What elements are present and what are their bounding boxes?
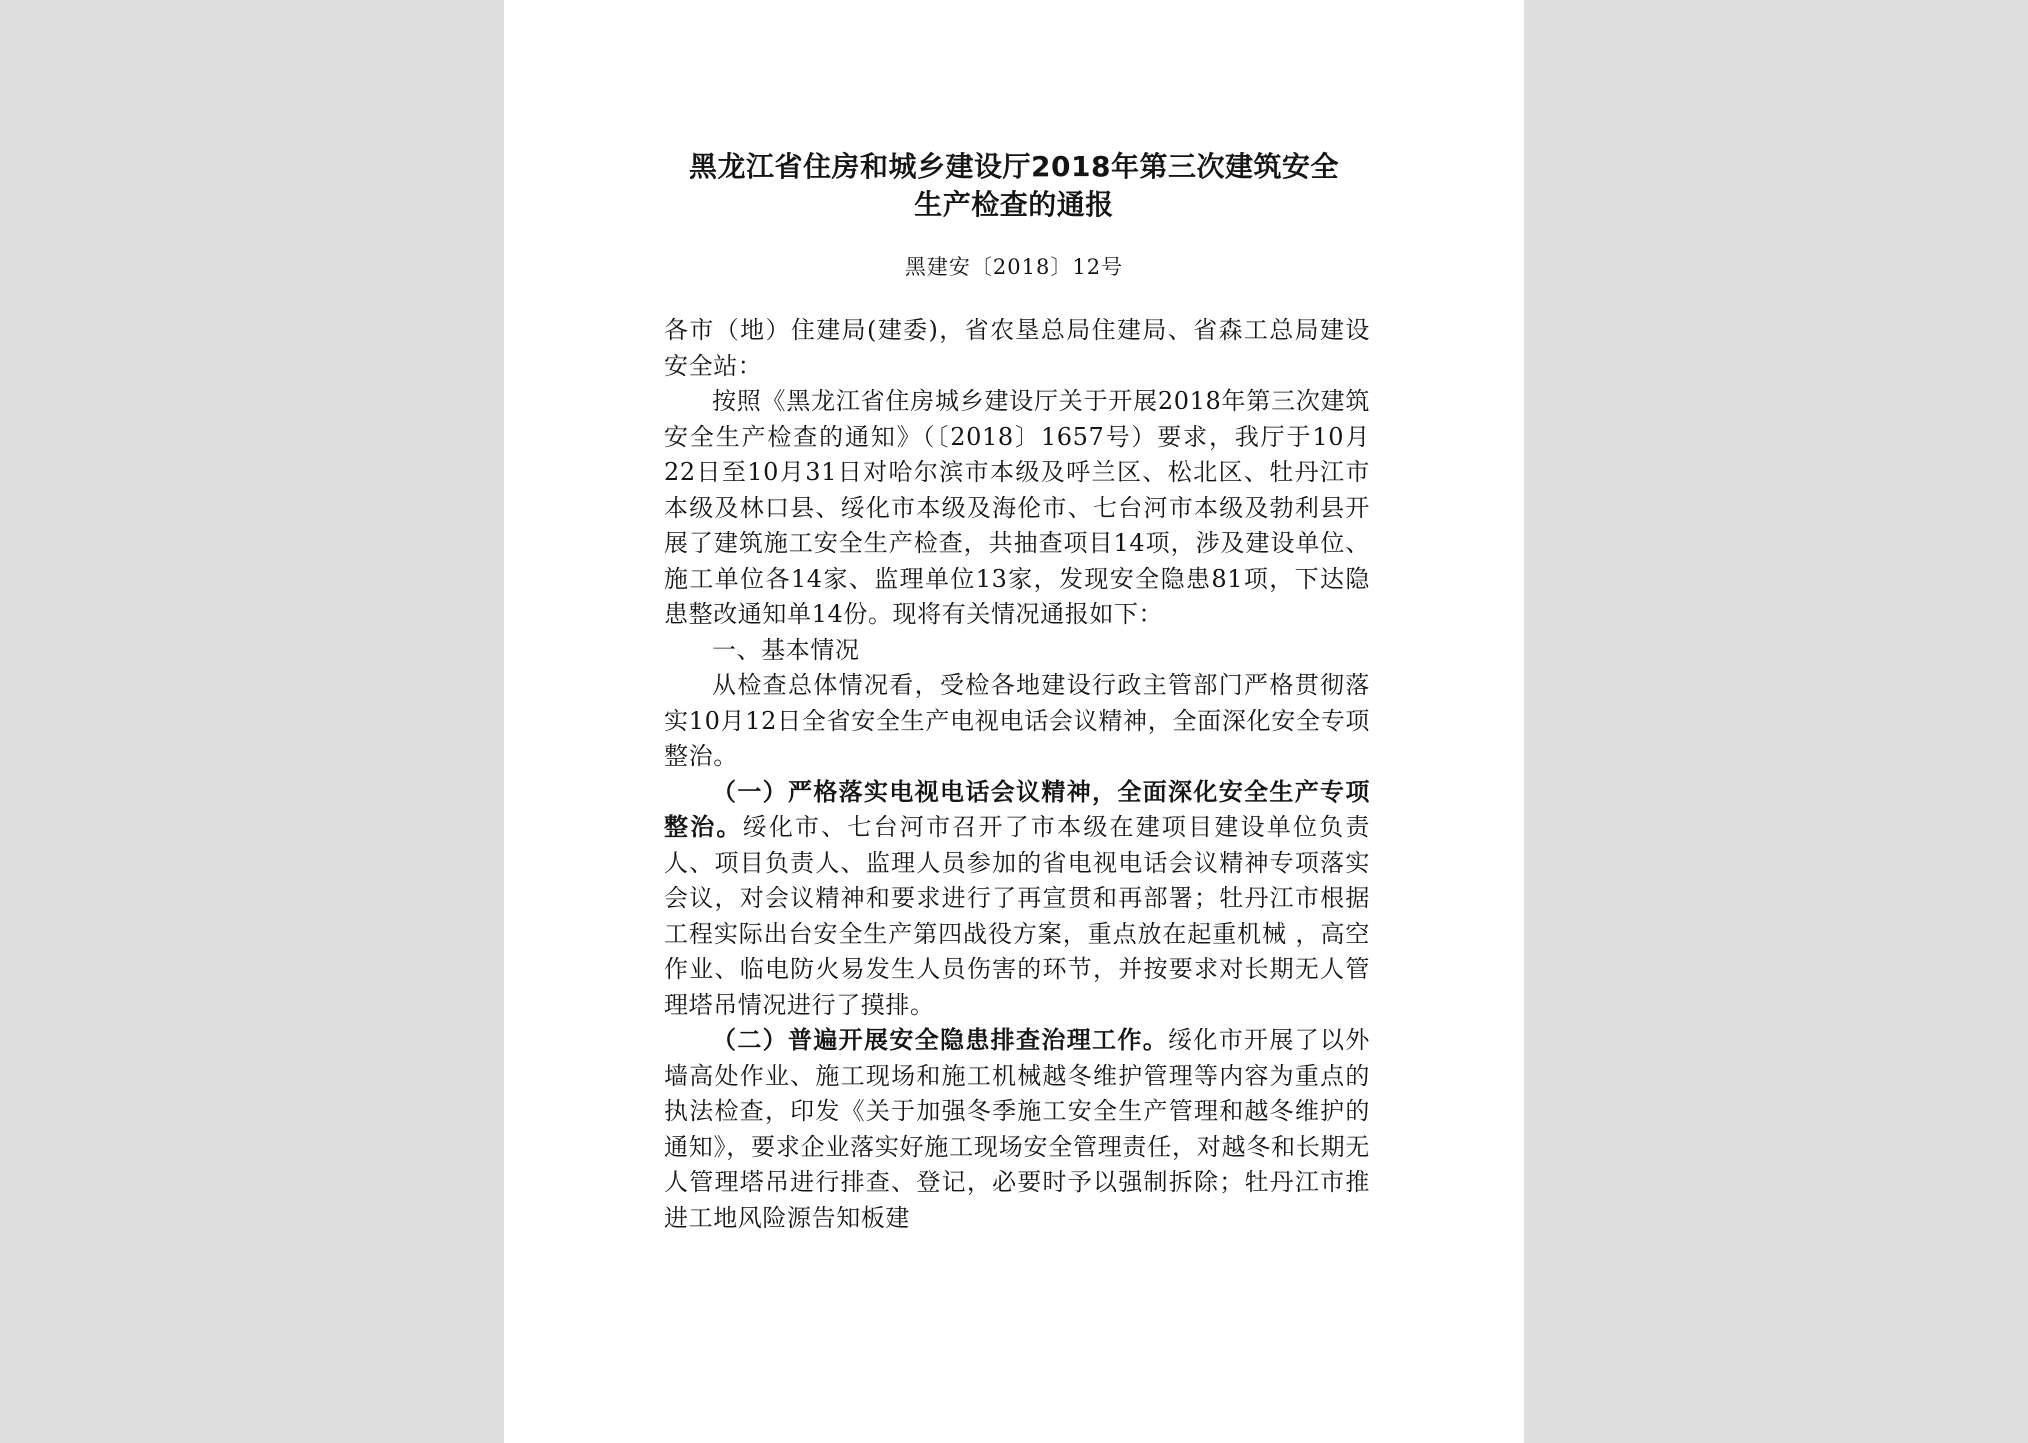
section-heading-basic-situation: 一、基本情况 [712, 635, 860, 664]
document-title [664, 148, 1364, 224]
paragraph-intro: 按照《黑龙江省住房城乡建设厅关于开展2018年第三次建筑安全生产检查的通知》（〔2018〕1657号）要求，我厅于10月22日至10月31日对哈尔滨市本级及呼兰区、松北区、牡丹江市本级及林口县、绥化市本级及海伦市、七台河市本级及勃利县开展了建筑施工安全生产检查，共抽查项目14项，涉及建设单位、施工单位各14家、监理单位13家，发现安全隐患81项，下达隐患整改通知单14份。现将有关情况通报如下： [664, 387, 1370, 628]
document-number: 黑建安〔2018〕12号 [904, 255, 1124, 279]
item-1 [664, 775, 1370, 1024]
document-page [504, 0, 1524, 1443]
item-2-text: 绥化市开展了以外墙高处作业、施工现场和施工机械越冬维护管理等内容为重点的执法检查，印发《关于加强冬季施工安全生产管理和越冬维护的通知》，要求企业落实好施工现场安全管理责任，对越冬和长期无人管理塔吊进行排查、登记，必要时予以强制拆除；牡丹江市推进工地风险源告知板建 [664, 1026, 1370, 1232]
item-2 [664, 1023, 1370, 1236]
document-title-line-1: 黑龙江省住房和城乡建设厅2018年第三次建筑安全 [689, 150, 1339, 183]
item-1-text: 绥化市、七台河市召开了市本级在建项目建设单位负责人、项目负责人、监理人员参加的省电视电话会议精神专项落实会议，对会议精神和要求进行了再宣贯和再部署；牡丹江市根据工程实际出台安全生产第四战役方案，重点放在起重机械 ，高空作业、临电防火易发生人员伤害的环节，并按要求对长期无人管理塔吊情况进行了摸排。 [664, 813, 1370, 1019]
paragraph-overview: 从检查总体情况看，受检各地建设行政主管部门严格贯彻落实10月12日全省安全生产电视电话会议精神，全面深化安全专项整治。 [664, 671, 1370, 770]
document-body [664, 313, 1370, 1236]
item-2-heading: （二）普遍开展安全隐患排查治理工作。 [712, 1026, 1169, 1054]
item-1-heading: （一）严格落实电视电话会议精神，全面深化安全生产专项整治。 [664, 777, 1370, 841]
salutation: 各市（地）住建局(建委)，省农垦总局住建局、省森工总局建设安全站： [664, 316, 1370, 380]
document-title-line-2: 生产检查的通报 [914, 188, 1114, 221]
